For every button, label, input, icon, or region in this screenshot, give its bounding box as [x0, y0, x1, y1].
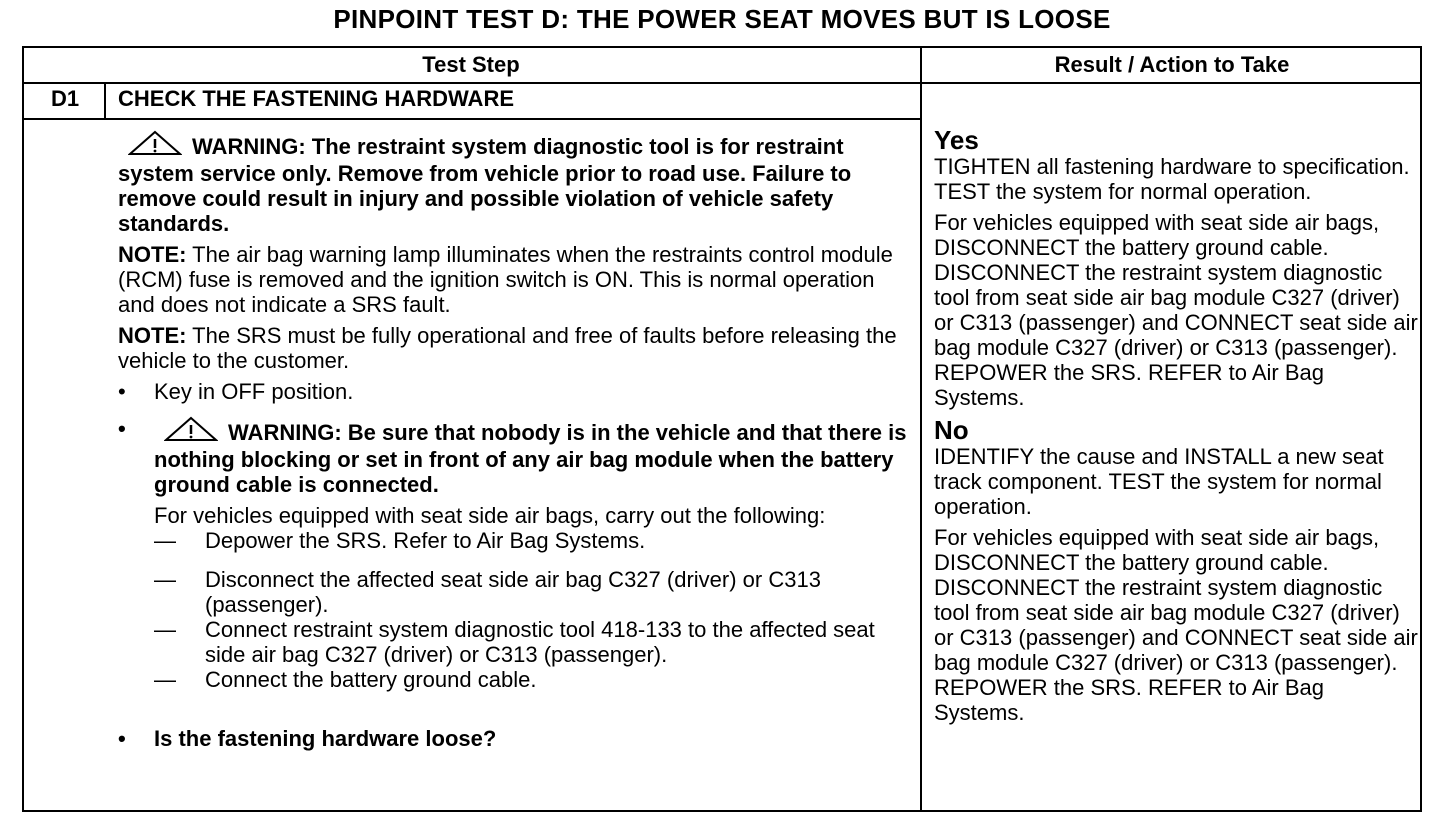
result-content: [934, 126, 1418, 725]
dash-item: [154, 617, 908, 667]
dash-text: Connect the battery ground cable.: [205, 667, 537, 692]
note-label: NOTE:: [118, 323, 187, 348]
note-1: [118, 242, 908, 317]
dash-text: Disconnect the affected seat side air bag C327 (driver) or C313 (passenger).: [205, 567, 821, 617]
test-step-content: [118, 130, 908, 751]
header-divider: [22, 82, 1422, 84]
note-2: [118, 323, 908, 373]
note-text: The air bag warning lamp illuminates when the restraints control module (RCM) fuse is removed and the ignition switch is ON. This is normal operation and does not indicate a SRS fault.: [118, 242, 893, 317]
bullet-text: Key in OFF position.: [154, 379, 354, 404]
intro-text: For vehicles equipped with seat side air bags, carry out the following:: [154, 503, 826, 528]
bullet-item: [118, 379, 908, 404]
bullet-marker: •: [118, 416, 126, 441]
dash-marker: —: [154, 567, 176, 592]
step-title: CHECK THE FASTENING HARDWARE: [118, 86, 515, 111]
bullet-marker: •: [118, 379, 126, 404]
note-label: NOTE:: [118, 242, 187, 267]
dash-marker: —: [154, 667, 176, 692]
dash-text: Connect restraint system diagnostic tool 418-133 to the affected seat side air bag C327 (driver) or C313 (passenger).: [205, 617, 875, 667]
yes-text-2: For vehicles equipped with seat side air bags, DISCONNECT the battery ground cable. DISCONNECT the restraint system diagnostic tool from seat side air bag module C327 (driver) or C313 (passenger) and CONNECT seat side air bag module C327 (driver) or C313 (passenger). REPOWER the SRS. REFER to Air Bag Systems.: [934, 210, 1418, 410]
yes-text-1: TIGHTEN all fastening hardware to specification. TEST the system for normal operation.: [934, 154, 1410, 204]
note-text: The SRS must be fully operational and free of faults before releasing the vehicle to the customer.: [118, 323, 897, 373]
dash-item: [154, 667, 908, 692]
warning-text: WARNING: The restraint system diagnostic tool is for restraint system service only. Remove from vehicle prior to road use. Failure to remove could result in injury and possible violation of vehicle safety standards.: [118, 134, 852, 236]
warning-text: WARNING: Be sure that nobody is in the vehicle and that there is nothing blocking or set in front of any air bag module when the battery ground cable is connected.: [154, 420, 907, 497]
step-id: D1: [50, 86, 80, 111]
dash-marker: —: [154, 617, 176, 642]
column-header-test-step: Test Step: [422, 52, 520, 77]
column-header-result: Result / Action to Take: [1054, 52, 1290, 77]
warning-triangle-icon: [128, 130, 182, 161]
no-label: No: [934, 415, 969, 445]
dash-item: [154, 567, 908, 617]
step-title-divider: [22, 118, 922, 120]
dash-marker: —: [154, 528, 176, 553]
warning-triangle-icon: [164, 416, 218, 447]
question-item: [118, 726, 908, 751]
bullet-warning: [118, 416, 908, 497]
warning-block: [118, 130, 908, 236]
no-text-1: IDENTIFY the cause and INSTALL a new seat track component. TEST the system for normal operation.: [934, 444, 1384, 519]
yes-label: Yes: [934, 125, 979, 155]
dash-text: Depower the SRS. Refer to Air Bag Systems.: [205, 528, 646, 553]
bullet-marker: •: [118, 726, 126, 751]
page-title: PINPOINT TEST D: THE POWER SEAT MOVES BUT IS LOOSE: [333, 4, 1111, 34]
dash-item: [154, 528, 908, 553]
column-divider: [920, 46, 922, 812]
question-text: Is the fastening hardware loose?: [154, 726, 497, 751]
no-text-2: For vehicles equipped with seat side air bags, DISCONNECT the battery ground cable. DISCONNECT the restraint system diagnostic tool from seat side air bag module C327 (driver) or C313 (passenger) and CONNECT seat side air bag module C327 (driver) or C313 (passenger). REPOWER the SRS. REFER to Air Bag Systems.: [934, 525, 1418, 725]
